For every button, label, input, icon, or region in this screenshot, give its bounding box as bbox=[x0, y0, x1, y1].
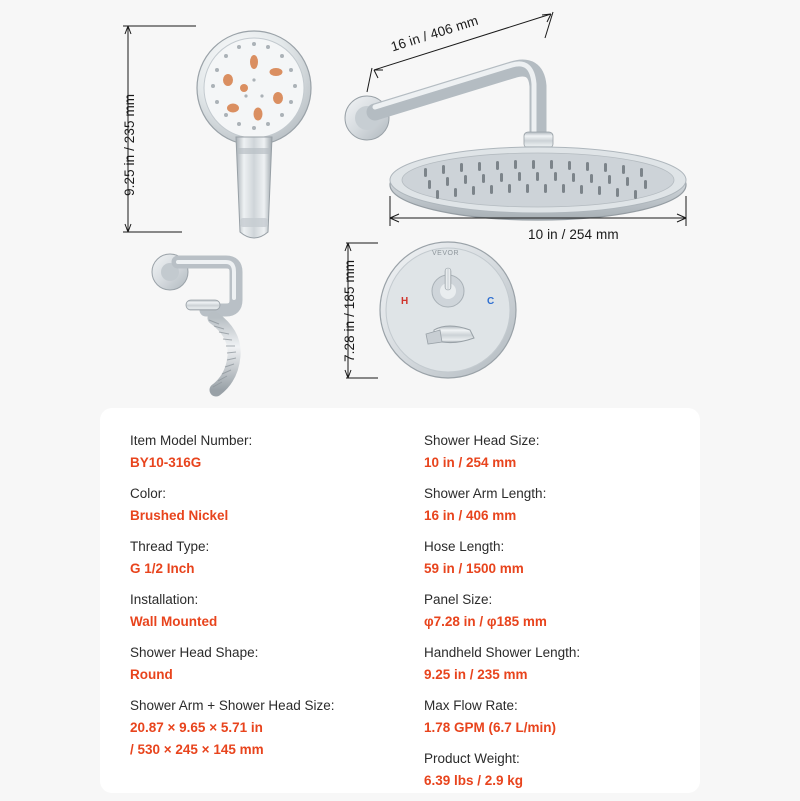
spec-value: 6.39 lbs / 2.9 kg bbox=[424, 773, 524, 788]
valve-hot-label: H bbox=[401, 296, 409, 307]
dim-panel-size: 7.28 in / 185 mm bbox=[342, 259, 357, 362]
spec-label: Max Flow Rate: bbox=[424, 698, 518, 713]
handheld-wall-bracket bbox=[152, 254, 236, 310]
shower-arm-and-head bbox=[345, 64, 686, 220]
dim-shower-arm-length: 16 in / 406 mm bbox=[389, 12, 481, 55]
spec-value: Round bbox=[130, 667, 173, 682]
spec-value: G 1/2 Inch bbox=[130, 561, 195, 576]
spec-value-line2: / 530 × 245 × 145 mm bbox=[130, 742, 264, 757]
spec-item-panel-size bbox=[424, 589, 700, 633]
spec-label: Panel Size: bbox=[424, 592, 493, 607]
spec-label: Hose Length: bbox=[424, 539, 505, 554]
spec-label: Shower Head Shape: bbox=[130, 645, 259, 660]
spec-item-hose-length bbox=[424, 536, 700, 580]
pressure-balance-valve-trim bbox=[380, 242, 516, 378]
spec-label: Installation: bbox=[130, 592, 199, 607]
spec-item-arm-head-size bbox=[130, 695, 400, 761]
dim-handheld-length: 9.25 in / 235 mm bbox=[122, 93, 137, 196]
handheld-shower-head bbox=[197, 31, 311, 238]
specification-card bbox=[100, 408, 700, 793]
spec-item-product-weight bbox=[424, 748, 700, 792]
spec-item-thread-type bbox=[130, 536, 400, 580]
spec-label: Item Model Number: bbox=[130, 433, 253, 448]
spec-label: Color: bbox=[130, 486, 167, 501]
spec-item-max-flow-rate bbox=[424, 695, 700, 739]
spec-value: 9.25 in / 235 mm bbox=[424, 667, 528, 682]
shower-hose bbox=[209, 318, 236, 390]
spec-column-left bbox=[100, 430, 400, 801]
spec-item-shower-arm-length bbox=[424, 483, 700, 527]
valve-cold-label: C bbox=[487, 296, 495, 307]
spec-label: Shower Head Size: bbox=[424, 433, 540, 448]
spec-label: Handheld Shower Length: bbox=[424, 645, 581, 660]
spec-label: Product Weight: bbox=[424, 751, 520, 766]
spec-item-installation bbox=[130, 589, 400, 633]
spec-value: φ7.28 in / φ185 mm bbox=[424, 614, 547, 629]
spec-label: Shower Arm + Shower Head Size: bbox=[130, 698, 335, 713]
spec-label: Shower Arm Length: bbox=[424, 486, 547, 501]
spec-value: 59 in / 1500 mm bbox=[424, 561, 524, 576]
spec-value: 16 in / 406 mm bbox=[424, 508, 517, 523]
spec-label: Thread Type: bbox=[130, 539, 210, 554]
spec-value: Brushed Nickel bbox=[130, 508, 229, 523]
spec-value: Wall Mounted bbox=[130, 614, 218, 629]
spec-item-color bbox=[130, 483, 400, 527]
spec-column-right bbox=[400, 430, 700, 801]
spec-value: 10 in / 254 mm bbox=[424, 455, 517, 470]
spec-item-shower-head-size bbox=[424, 430, 700, 474]
valve-brand-label: VEVOR bbox=[432, 250, 460, 257]
spec-value: 1.78 GPM (6.7 L/min) bbox=[424, 720, 557, 735]
spec-value: 20.87 × 9.65 × 5.71 in bbox=[130, 720, 263, 735]
spec-item-handheld-length bbox=[424, 642, 700, 686]
dim-shower-head-diameter: 10 in / 254 mm bbox=[528, 227, 619, 242]
spec-item-head-shape bbox=[130, 642, 400, 686]
spec-value: BY10-316G bbox=[130, 455, 202, 470]
spec-item-model-number bbox=[130, 430, 400, 474]
